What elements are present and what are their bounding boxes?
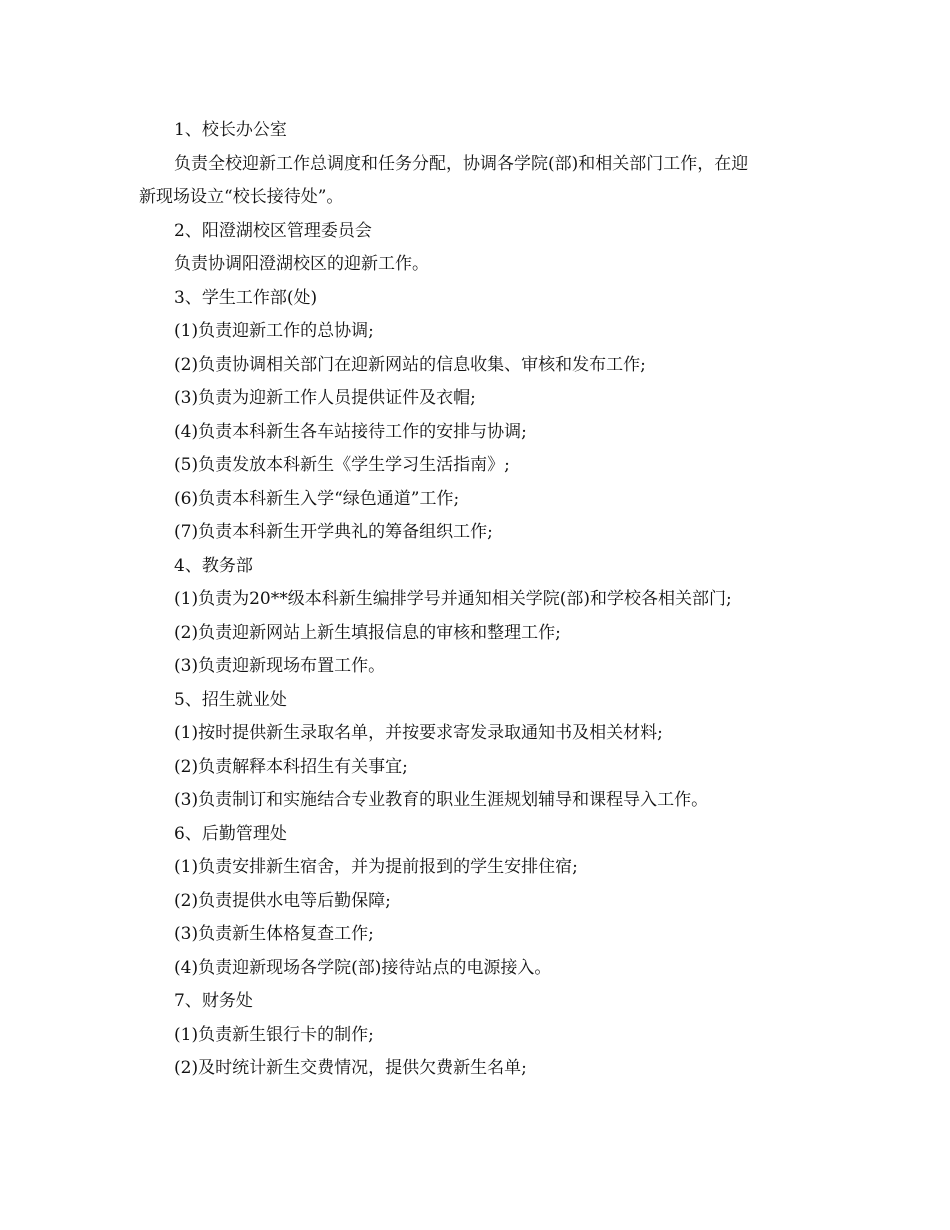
section-heading: 7、财务处: [174, 991, 253, 1011]
list-item: (1)负责安排新生宿舍，并为提前报到的学生安排住宿;: [174, 857, 578, 877]
list-item: (7)负责本科新生开学典礼的筹备组织工作;: [174, 522, 493, 542]
list-item: (1)负责迎新工作的总协调;: [174, 321, 374, 341]
list-item: (4)负责本科新生各车站接待工作的安排与协调;: [174, 421, 527, 442]
list-item: (3)负责新生体格复查工作;: [174, 924, 374, 944]
section-heading: 2、阳澄湖校区管理委员会: [174, 220, 372, 241]
paragraph-line: 负责全校迎新工作总调度和任务分配，协调各学院(部)和相关部门工作，在迎: [174, 153, 749, 174]
section-heading: 1、校长办公室: [174, 120, 287, 140]
list-item: (1)负责新生银行卡的制作;: [174, 1024, 374, 1045]
list-item: (2)负责提供水电等后勤保障;: [174, 890, 391, 911]
list-item: (2)负责协调相关部门在迎新网站的信息收集、审核和发布工作;: [174, 354, 646, 375]
section-heading: 4、教务部: [174, 555, 253, 576]
list-item: (3)负责制订和实施结合专业教育的职业生涯规划辅导和课程导入工作。: [174, 790, 709, 810]
list-item: (3)负责迎新现场布置工作。: [174, 656, 386, 676]
list-item: (1)按时提供新生录取名单，并按要求寄发录取通知书及相关材料;: [174, 723, 663, 743]
list-item: (6)负责本科新生入学“绿色通道”工作;: [174, 488, 460, 509]
paragraph-line: 负责协调阳澄湖校区的迎新工作。: [174, 254, 429, 274]
list-item: (2)负责解释本科招生有关事宜;: [174, 756, 408, 777]
section-heading: 6、后勤管理处: [174, 823, 287, 844]
list-item: (4)负责迎新现场各学院(部)接待站点的电源接入。: [174, 957, 552, 978]
section-heading: 3、学生工作部(处): [174, 287, 318, 308]
section-heading: 5、招生就业处: [174, 689, 287, 710]
document-body: [139, 114, 829, 1086]
paragraph-line: 新现场设立“校长接待处”。: [139, 187, 344, 207]
list-item: (1)负责为20**级本科新生编排学号并通知相关学院(部)和学校各相关部门;: [174, 589, 732, 609]
list-item: (2)负责迎新网站上新生填报信息的审核和整理工作;: [174, 622, 561, 643]
list-item: (3)负责为迎新工作人员提供证件及衣帽;: [174, 388, 476, 408]
list-item: (2)及时统计新生交费情况，提供欠费新生名单;: [174, 1058, 527, 1078]
list-item: (5)负责发放本科新生《学生学习生活指南》;: [174, 455, 510, 475]
